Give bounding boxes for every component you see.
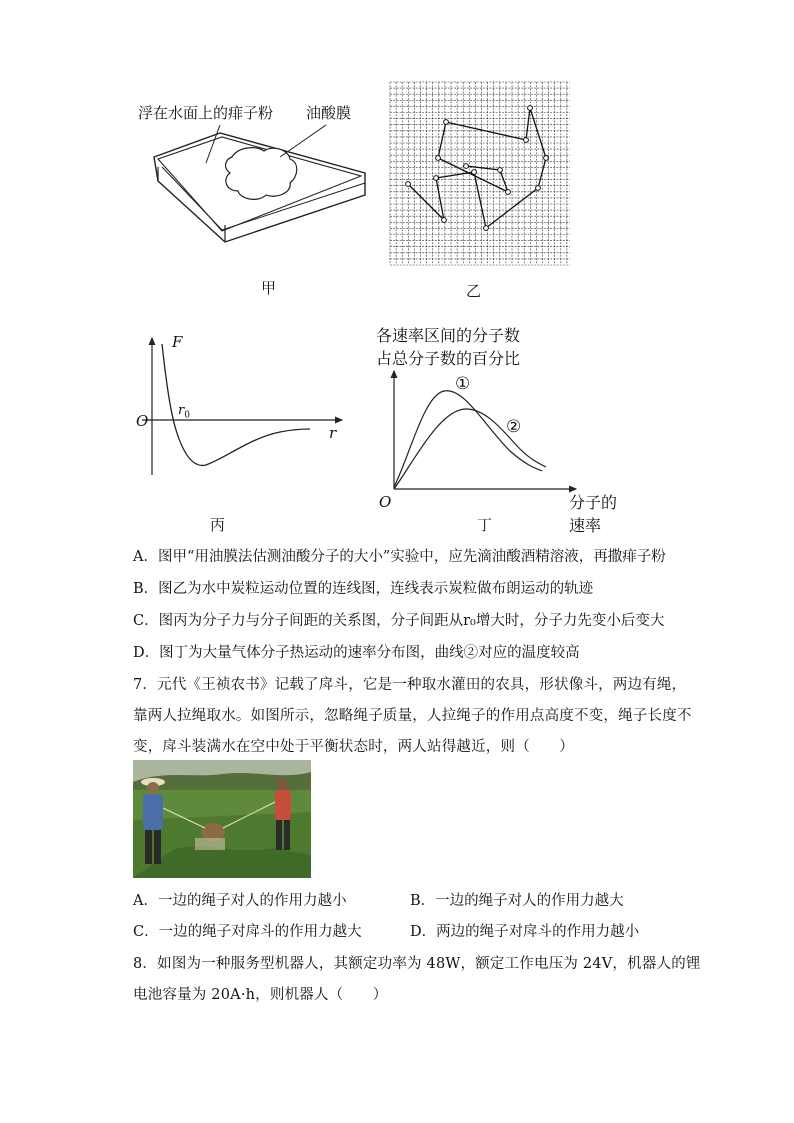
figure-yi-grid (388, 80, 572, 266)
q7-option-b: B．一边的绳子对人的作用力越大 (410, 893, 624, 909)
caption-bing: 丙 (210, 516, 226, 534)
particle-position-dot (544, 156, 549, 161)
particle-position-dot (436, 156, 441, 161)
caption-yi: 乙 (466, 282, 482, 300)
particle-position-dot (484, 226, 489, 231)
caption-jia: 甲 (261, 279, 277, 297)
ding-curve-1 (394, 391, 542, 487)
particle-position-dot (442, 218, 447, 223)
particle-position-dot (464, 164, 469, 169)
q6-option-d: D．图丁为大量气体分子热运动的速率分布图，曲线②对应的温度较高 (133, 645, 580, 661)
particle-position-dot (444, 120, 449, 125)
particle-position-dot (536, 186, 541, 191)
bing-r0-label (178, 403, 190, 421)
bing-x-label: r (329, 424, 337, 442)
q6-option-a: A．图甲“用油膜法估测油酸分子的大小”实验中，应先滴油酸酒精溶液，再撒痱子粉 (133, 549, 666, 565)
q7-option-a: A．一边的绳子对人的作用力越小 (133, 893, 347, 909)
label-oil-film: 油酸膜 (306, 104, 352, 122)
q8-stem-line1: 8．如图为一种服务型机器人，其额定功率为 48W，额定工作电压为 24V，机器人的锂 (133, 956, 701, 972)
bing-origin-label: O (136, 412, 149, 430)
ding-x-label-line2: 速率 (569, 516, 602, 535)
q7-option-c: C．一边的绳子对戽斗的作用力越大 (133, 924, 362, 940)
figure-ding-distribution (380, 365, 580, 495)
q7-stem-line2: 靠两人拉绳取水。如图所示，忽略绳子质量，人拉绳子的作用点高度不变，绳子长度不 (133, 708, 692, 724)
ding-origin-label: O (379, 493, 392, 511)
bing-r0-sub: 0 (184, 410, 190, 421)
q7-stem-line3: 变，戽斗装满水在空中处于平衡状态时，两人站得越近，则（ ） (133, 739, 574, 755)
figure-bing-force-graph (130, 330, 350, 480)
ding-curve2-label: ② (506, 417, 522, 437)
label-powder: 浮在水面上的痱子粉 (138, 104, 274, 122)
q8-stem-line2: 电池容量为 20A·h，则机器人（ ） (133, 987, 388, 1003)
q7-option-d: D．两边的绳子对戽斗的作用力越小 (410, 924, 640, 940)
ding-y-label-line2: 占总分子数的百分比 (376, 349, 521, 368)
particle-position-dot (472, 170, 477, 175)
particle-position-dot (524, 138, 529, 143)
ding-y-label-line1: 各速率区间的分子数 (376, 326, 521, 345)
bing-r0-main: r (178, 403, 185, 418)
ding-curve1-label: ① (455, 374, 471, 394)
ding-x-label-line1: 分子的 (569, 493, 618, 512)
particle-position-dot (498, 168, 503, 173)
particle-position-dot (528, 106, 533, 111)
q7-photo-two-people-bucket (133, 760, 311, 878)
particle-position-dot (506, 190, 511, 195)
caption-ding: 丁 (477, 516, 493, 534)
q6-option-b: B．图乙为水中炭粒运动位置的连线图，连线表示炭粒做布朗运动的轨迹 (133, 581, 594, 597)
q7-stem-line1: 7．元代《王祯农书》记载了戽斗，它是一种取水灌田的农具，形状像斗，两边有绳， (133, 677, 687, 693)
q6-option-c: C．图丙为分子力与分子间距的关系图，分子间距从r₀增大时，分子力先变小后变大 (133, 613, 665, 629)
particle-position-dot (434, 176, 439, 181)
particle-position-dot (406, 182, 411, 187)
bing-y-label: F (172, 333, 183, 351)
ding-curve-2 (394, 409, 546, 489)
